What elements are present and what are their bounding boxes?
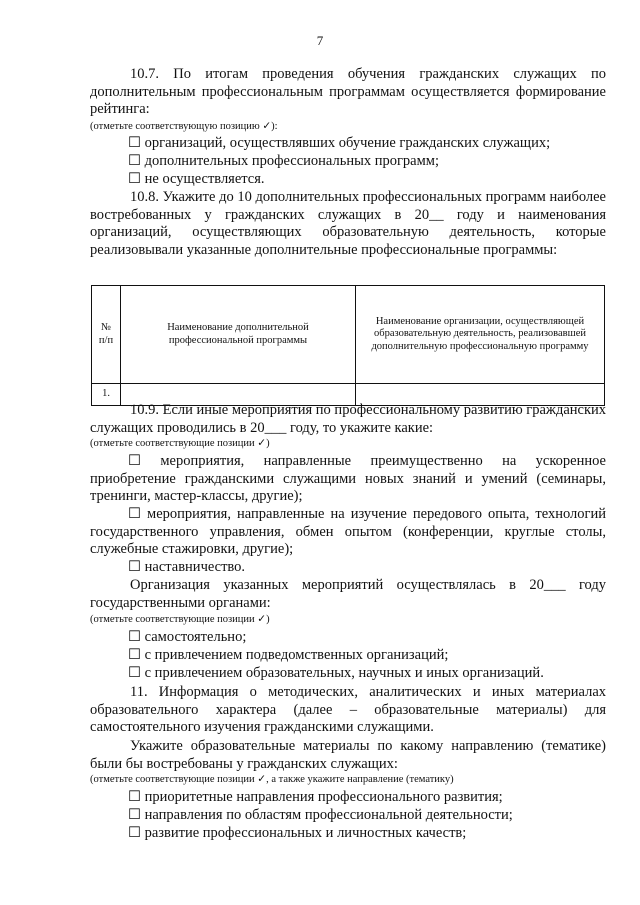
section-11-text: 11. Информация о методических, аналитических и иных материалах образовательного характера (далее – образовательные материалы) для самостоятельного изучения гражданскими служащими. [90,684,606,735]
checkbox-option-priority-directions[interactable]: ☐ приоритетные направления профессионального развития; [128,789,503,805]
organization-note: (отметьте соответствующие позиции ✓) [90,614,270,625]
table-header-row [92,286,605,384]
section-10-8-text: 10.8. Укажите до 10 дополнительных профессиональных программ наиболее востребованных у гражданских служащих в 20__ году и наименования организаций, осуществляющих образовательную деятельность, которые реализовывали указанные дополнительные профессиональные программы: [90,189,606,258]
section-10-9-text: 10.9. Если иные мероприятия по профессиональному развитию гражданских служащих проводились в 20___ году, то укажите какие: [90,402,607,436]
section-10-9-note: (отметьте соответствующие позиции ✓) [90,438,270,449]
checkbox-option-not-performed[interactable]: ☐ не осуществляется. [128,171,265,187]
checkbox-option-educational-orgs[interactable]: ☐ с привлечением образовательных, научных и иных организаций. [128,665,544,681]
checkbox-option-seminars[interactable]: ☐ мероприятия, направленные преимущественно на ускоренное приобретение гражданскими служащими новых знаний и умений (семинары, тренинги, мастер-классы, другие); [90,453,606,504]
section-11-note: (отметьте соответствующие позиции ✓, а также укажите направление (тематику) [90,774,454,785]
checkbox-option-subordinate-orgs[interactable]: ☐ с привлечением подведомственных организаций; [128,647,449,663]
header-program-name: Наименование дополнительной профессиональной программы [121,286,356,384]
header-number: № п/п [92,286,121,384]
header-organization-name: Наименование организации, осуществляющей образовательную деятельность, реализовавшей дополнительную профессиональную программу [356,286,605,384]
page-number: 7 [316,33,324,48]
checkbox-option-programs[interactable]: ☐ дополнительных профессиональных программ; [128,153,439,169]
checkbox-option-professional-areas[interactable]: ☐ направления по областям профессиональной деятельности; [128,807,513,823]
checkbox-option-mentoring[interactable]: ☐ наставничество. [128,559,246,575]
section-10-7-text: 10.7. По итогам проведения обучения гражданских служащих по дополнительным профессиональным программам осуществляется формирование рейтинга: [90,66,606,117]
checkbox-option-organizations[interactable]: ☐ организаций, осуществлявших обучение гражданских служащих; [128,135,551,151]
checkbox-option-independently[interactable]: ☐ самостоятельно; [128,629,247,645]
row-number-cell: 1. [92,384,121,406]
organization-text: Организация указанных мероприятий осуществлялась в 20___ году государственными органами: [90,577,606,611]
section-11-question: Укажите образовательные материалы по какому направлению (тематике) были бы востребованы у гражданских служащих: [90,738,606,772]
section-10-7-note: (отметьте соответствующую позицию ✓): [90,121,278,132]
programs-table [91,285,605,406]
checkbox-option-personal-qualities[interactable]: ☐ развитие профессиональных и личностных качеств; [128,825,467,841]
checkbox-option-experience-exchange[interactable]: ☐ мероприятия, направленные на изучение передового опыта, технологий государственного управления, обмен опытом (конференции, круглые столы, служебные стажировки, другие); [90,506,606,557]
